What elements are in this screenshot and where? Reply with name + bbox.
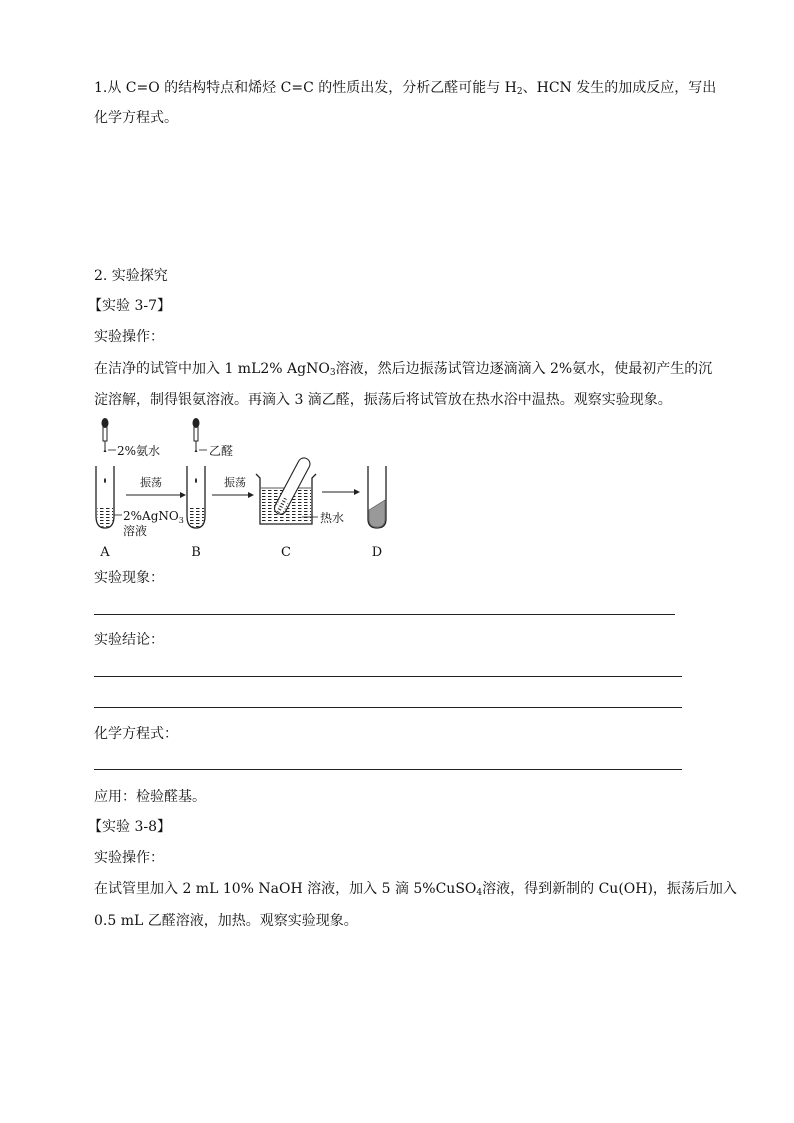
phenomenon-label: 实验现象： bbox=[94, 570, 164, 586]
arrow-right-icon bbox=[126, 492, 186, 498]
exp37-operation-line2: 淀溶解，制得银氨溶液。再滴入 3 滴乙醛，振荡后将试管放在热水浴中温热。观察实验现象。 bbox=[94, 392, 672, 408]
conclusion-answer-line-1 bbox=[94, 676, 682, 677]
beaker-water-bath-icon bbox=[256, 456, 316, 524]
exp38-operation-line2: 0.5 mL 乙醛溶液，加热。观察实验现象。 bbox=[94, 913, 358, 929]
label-b: B bbox=[191, 545, 201, 560]
label-c: C bbox=[281, 545, 291, 560]
hot-water-label: 热水 bbox=[320, 511, 345, 525]
experiment-3-7-figure bbox=[88, 414, 408, 564]
reagent-a-label: 2%AgNO$_3$ bbox=[123, 509, 184, 525]
conclusion-label: 实验结论： bbox=[94, 632, 164, 648]
exp37-operation-line1: 在洁净的试管中加入 1 mL2% AgNO$_3$溶液，然后边振荡试管边逐滴滴入 2%氨水，使最初产生的沉 bbox=[94, 361, 713, 378]
shake-label-1: 振荡 bbox=[140, 476, 162, 489]
q1-text-line2: 化学方程式。 bbox=[94, 110, 178, 126]
arrow-right-icon bbox=[212, 492, 254, 498]
reagent-a-label-2: 溶液 bbox=[123, 524, 148, 538]
exp38-operation-line1: 在试管里加入 2 mL 10% NaOH 溶液，加入 5 滴 5%CuSO$_4$溶液，得到新制的 Cu(OH)，振荡后加入 bbox=[94, 881, 737, 898]
equation-label: 化学方程式： bbox=[94, 726, 178, 742]
q1-text-line1: 1.从 C=O 的结构特点和烯烃 C=C 的性质出发，分析乙醛可能与 $H_2$、HCN 发生的加成反应，写出 bbox=[94, 80, 717, 97]
exp38-operation-label: 实验操作： bbox=[94, 850, 164, 866]
application-text: 应用：检验醛基。 bbox=[94, 789, 206, 805]
dropper-b-label: 乙醛 bbox=[209, 444, 234, 458]
dropper-b-icon bbox=[193, 418, 200, 452]
phenomenon-answer-line bbox=[94, 614, 675, 615]
q2-heading: 2. 实验探究 bbox=[94, 268, 168, 284]
test-tube-a-icon bbox=[96, 466, 114, 528]
label-d: D bbox=[371, 545, 383, 560]
dropper-a-icon bbox=[102, 418, 109, 452]
exp37-operation-label: 实验操作： bbox=[94, 329, 164, 345]
shake-label-2: 振荡 bbox=[224, 476, 246, 489]
conclusion-answer-line-2 bbox=[94, 707, 682, 708]
test-tube-b-icon bbox=[187, 466, 205, 528]
arrow-right-icon bbox=[322, 489, 360, 495]
exp38-title: 【实验 3-8】 bbox=[88, 819, 171, 835]
exp37-title: 【实验 3-7】 bbox=[88, 298, 171, 314]
test-tube-d-icon bbox=[368, 466, 386, 528]
dropper-a-label: 2%氨水 bbox=[117, 444, 161, 458]
equation-answer-line bbox=[94, 769, 682, 770]
label-a: A bbox=[100, 545, 110, 560]
